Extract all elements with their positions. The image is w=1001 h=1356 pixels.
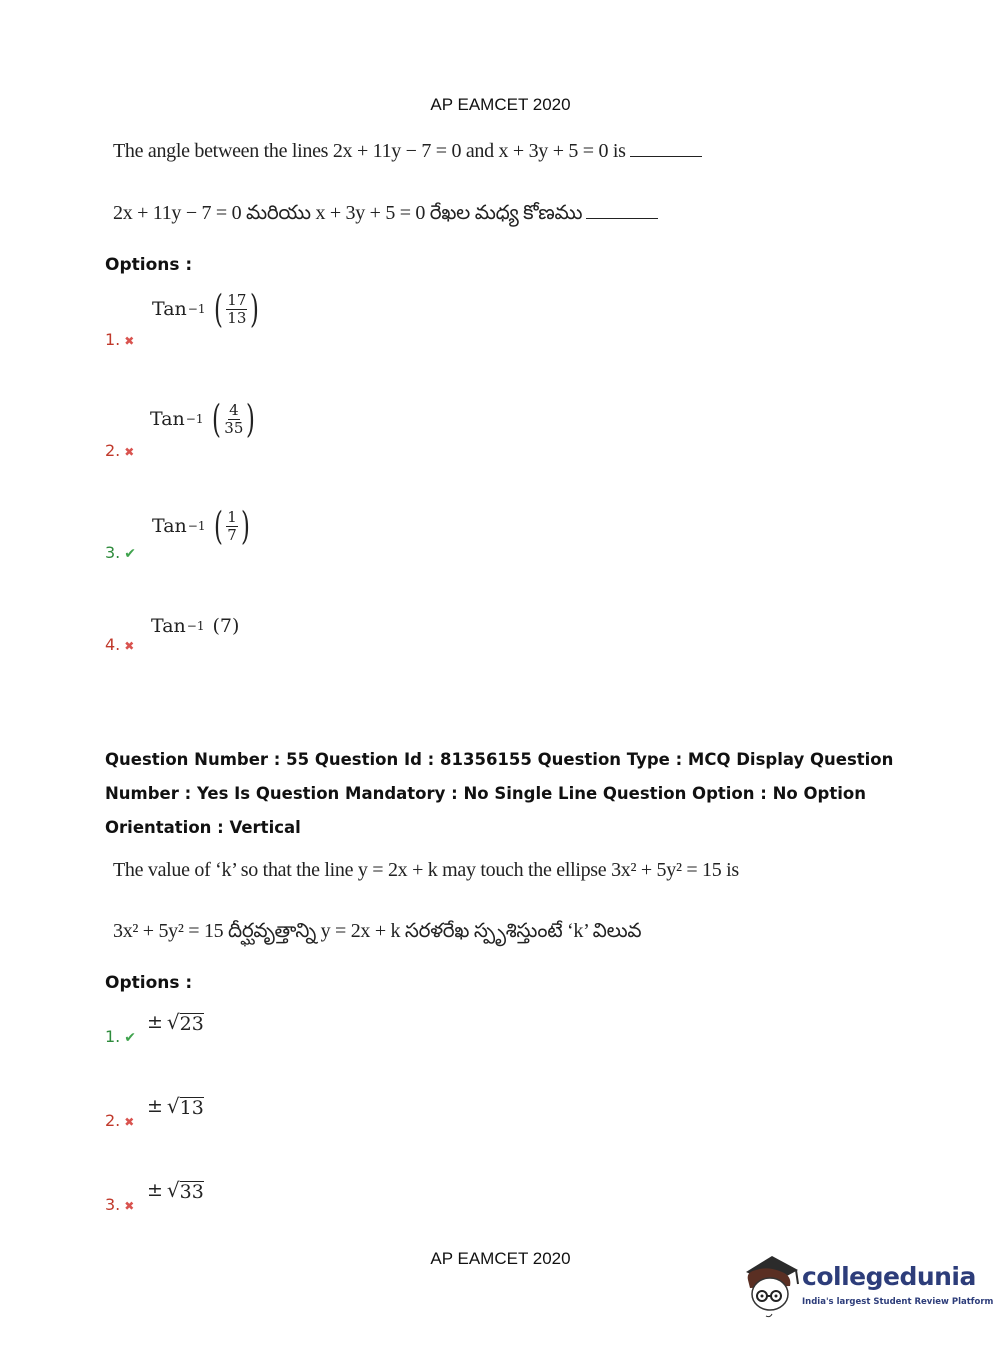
options-heading: Options : — [105, 255, 193, 275]
check-icon: ✔ — [124, 546, 136, 562]
option-1-math: Tan −1 ( $\frac{17}{13}$ ) — [152, 287, 260, 331]
cross-icon: ✖ — [124, 639, 135, 653]
fraction-denominator: 7 — [227, 525, 237, 544]
question-text-telugu: 3x² + 5y² = 15 దీర్ఘవృత్తాన్ని y = 2x + k సరళరేఖ స్పృశిస్తుంటే ‘k’ విలువ — [113, 920, 642, 942]
option-4-label: 4. ✖ — [105, 635, 135, 654]
cross-icon: ✖ — [124, 445, 135, 459]
logo-tagline: India's largest Student Review Platform — [802, 1297, 994, 1307]
option-1-label: 1. ✔ — [105, 1027, 136, 1046]
option-1-math: ± √ 23 — [147, 1010, 204, 1035]
question-text-telugu: 2x + 11y − 7 = 0 మరియు x + 3y + 5 = 0 రేఖల మధ్య కోణము — [113, 202, 658, 229]
options-heading: Options : — [105, 973, 193, 993]
sqrt-icon: √ — [166, 1094, 180, 1118]
sqrt-icon: √ — [166, 1010, 180, 1034]
option-3-math: Tan −1 ( $\frac{1}{7}$ ) — [152, 504, 250, 548]
cross-icon: ✖ — [124, 1115, 135, 1129]
cross-icon: ✖ — [124, 1199, 135, 1213]
question-text-english: The value of ‘k’ so that the line y = 2x + k may touch the ellipse 3x² + 5y² = 15 is — [113, 859, 739, 881]
page-footer: AP EAMCET 2020 — [430, 1249, 571, 1268]
check-icon: ✔ — [124, 1030, 136, 1046]
cross-icon: ✖ — [124, 334, 135, 348]
fraction-numerator: 1 — [227, 508, 237, 526]
page-header: AP EAMCET 2020 — [430, 95, 571, 114]
sqrt-icon: √ — [166, 1178, 180, 1202]
fraction-denominator: 13 — [227, 308, 247, 327]
option-3-label: 3. ✔ — [105, 543, 136, 562]
fraction-numerator: 17 — [227, 291, 247, 309]
option-2-label: 2. ✖ — [105, 1111, 135, 1130]
question-meta: Question Number : 55 Question Id : 81356155 Question Type : MCQ Display Question Number : Yes Is Question Mandatory : No Single Line Question Option : No Option Orientation : Vertical — [105, 750, 894, 837]
fraction-denominator: 35 — [224, 418, 244, 437]
option-2-math: Tan −1 ( $\frac{4}{35}$ ) — [150, 397, 256, 441]
option-2-label: 2. ✖ — [105, 441, 135, 460]
question-text-english: The angle between the lines 2x + 11y − 7 = 0 and x + 3y + 5 = 0 is — [113, 140, 702, 163]
option-1-label: 1. ✖ — [105, 330, 135, 349]
logo-wordmark: collegedunia — [802, 1262, 976, 1291]
answer-blank — [630, 155, 702, 157]
option-2-math: ± √ 13 — [147, 1094, 204, 1119]
option-4-math: Tan −1 (7) — [151, 615, 240, 637]
fraction-numerator: 4 — [229, 401, 239, 419]
option-3-math: ± √ 33 — [147, 1178, 204, 1203]
option-3-label: 3. ✖ — [105, 1195, 135, 1214]
answer-blank — [586, 217, 658, 219]
